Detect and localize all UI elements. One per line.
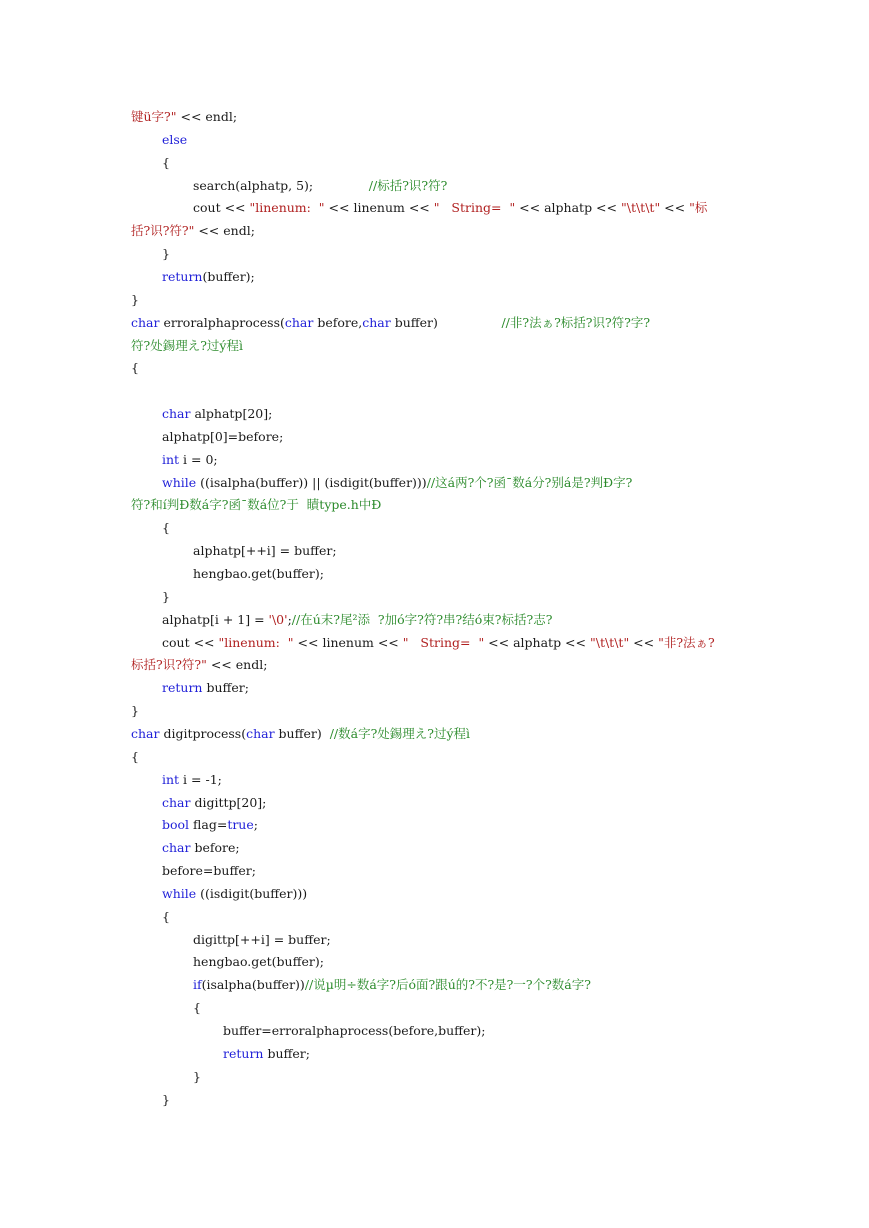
code-text: } <box>193 1068 201 1084</box>
code-text: (isalpha(buffer)) <box>201 977 305 993</box>
code-text: { <box>131 360 139 376</box>
code-keyword: int <box>162 451 180 467</box>
code-text: } <box>131 291 139 307</box>
code-text: << endl; <box>176 109 238 124</box>
code-text: } <box>162 588 170 604</box>
code-keyword: char <box>246 725 275 741</box>
code-line <box>162 589 170 605</box>
code-line <box>193 977 591 993</box>
code-keyword: return <box>162 680 203 696</box>
code-string: "\t\t\t" <box>589 634 630 650</box>
code-text: digittp[20]; <box>190 794 267 810</box>
code-text: digittp[++i] = buffer; <box>193 931 331 947</box>
code-line <box>162 635 715 651</box>
code-string: 括?识?符?" <box>131 223 195 239</box>
code-line <box>131 315 650 331</box>
code-comment: //非?法ぁ?标括?识?符?字? <box>501 314 651 330</box>
code-text: { <box>193 1000 201 1016</box>
code-line <box>162 246 170 262</box>
code-line <box>131 703 139 719</box>
code-text: { <box>162 520 170 536</box>
code-text: flag= <box>189 817 228 833</box>
code-line <box>162 132 187 148</box>
code-string: 标括?识?符?" <box>131 657 207 673</box>
code-text: search(alphatp, 5); <box>193 177 369 193</box>
code-text: alphatp[20]; <box>190 406 273 422</box>
code-line <box>162 475 632 491</box>
code-text: } <box>162 246 170 262</box>
code-line <box>162 680 249 696</box>
code-text: << <box>629 634 659 650</box>
code-comment: //这á两?个?函¯数á分?别á是?判Ð字? <box>426 474 633 490</box>
code-line <box>162 612 552 628</box>
code-text: << linenum << <box>324 200 434 216</box>
code-text: (buffer); <box>202 268 255 284</box>
code-text: ((isdigit(buffer))) <box>196 885 308 901</box>
code-line <box>193 1000 201 1016</box>
code-comment: //数á字?处錫理え?过ý程ì <box>329 725 471 741</box>
code-keyword: char <box>162 794 191 810</box>
code-string: "linenum: " <box>249 200 325 216</box>
code-line <box>193 200 707 216</box>
code-line <box>162 406 272 422</box>
code-text: hengbao.get(buffer); <box>193 954 324 970</box>
code-line <box>162 429 283 445</box>
code-text: before; <box>190 840 240 856</box>
code-keyword: return <box>162 268 203 284</box>
code-keyword: while <box>162 474 197 490</box>
code-line <box>162 863 256 879</box>
code-keyword: char <box>362 314 391 330</box>
code-text: ((isalpha(buffer)) || (isdigit(buffer))) <box>196 474 427 490</box>
code-line <box>162 795 266 811</box>
code-text: alphatp[0]=before; <box>162 428 284 444</box>
code-keyword: char <box>162 406 191 422</box>
code-text: buffer; <box>263 1045 310 1061</box>
code-keyword: char <box>284 314 314 330</box>
code-line <box>193 1069 201 1085</box>
code-line <box>162 772 222 788</box>
code-text: } <box>162 1091 170 1107</box>
code-text: << <box>660 200 690 216</box>
code-text: i = 0; <box>179 451 218 467</box>
code-text: cout << <box>162 634 219 650</box>
code-line <box>162 269 255 285</box>
code-string: "linenum: " <box>218 634 294 650</box>
code-line <box>162 520 170 536</box>
code-string: '\0' <box>268 611 288 627</box>
code-line <box>162 817 258 833</box>
code-line <box>131 360 139 376</box>
code-string: "标 <box>689 200 708 216</box>
code-text: << endl; <box>194 223 255 239</box>
code-string: " String= " <box>402 634 485 650</box>
code-text: digitprocess( <box>159 725 247 741</box>
code-text: { <box>162 154 170 170</box>
code-line <box>162 840 240 856</box>
code-text: { <box>131 748 139 764</box>
code-line <box>131 657 267 673</box>
code-keyword: bool <box>162 817 190 833</box>
code-keyword: int <box>162 771 180 787</box>
code-text: << alphatp << <box>484 634 590 650</box>
code-line <box>131 223 255 239</box>
code-keyword: while <box>162 885 197 901</box>
code-string: 键ü字?" <box>131 109 177 124</box>
code-text: << endl; <box>206 657 268 673</box>
code-line <box>162 1092 170 1108</box>
code-text: { <box>162 908 170 924</box>
code-line <box>193 178 447 194</box>
code-keyword: char <box>131 725 160 741</box>
code-line <box>193 932 331 948</box>
code-text: buffer; <box>202 680 249 696</box>
code-text: ; <box>287 611 292 627</box>
code-keyword: if <box>193 977 202 993</box>
code-string: "非?法ぁ? <box>658 634 715 650</box>
code-text: erroralphaprocess( <box>159 314 285 330</box>
code-text: alphatp[++i] = buffer; <box>193 543 337 559</box>
code-line <box>193 566 324 582</box>
code-text: before, <box>313 314 363 330</box>
code-line <box>223 1046 310 1062</box>
code-text: i = -1; <box>179 771 222 787</box>
code-text: << alphatp << <box>515 200 621 216</box>
code-comment: //在ú末?尾²添 ?加ó字?符?串?结ó束?标括?志? <box>291 611 553 627</box>
code-line <box>193 543 337 559</box>
code-line <box>223 1023 485 1039</box>
code-line <box>131 292 139 308</box>
code-text: buffer=erroralphaprocess(before,buffer); <box>223 1023 486 1038</box>
code-keyword: char <box>162 840 191 856</box>
code-line <box>162 909 170 925</box>
code-keyword: char <box>131 314 160 330</box>
code-line <box>131 497 381 513</box>
code-text: buffer) <box>274 725 330 741</box>
code-text: } <box>131 703 139 719</box>
code-text: cout << <box>193 200 250 216</box>
code-text: alphatp[i + 1] = <box>162 611 269 627</box>
code-line <box>131 749 139 765</box>
code-string: " String= " <box>433 200 516 216</box>
code-keyword: true <box>227 817 254 833</box>
code-text: buffer) <box>390 314 502 330</box>
code-text: hengbao.get(buffer); <box>193 566 324 581</box>
code-text: << linenum << <box>293 634 403 650</box>
code-line <box>131 109 237 125</box>
code-line <box>162 886 307 902</box>
code-line <box>193 954 324 970</box>
code-line <box>162 452 218 468</box>
code-comment: //标括?识?符? <box>368 177 448 193</box>
code-comment: 符?和í判Ð数á字?函¯数á位?于 瞔type.h中Ð <box>131 497 382 513</box>
code-string: "\t\t\t" <box>620 200 661 216</box>
code-text: ; <box>253 817 258 833</box>
code-line <box>162 155 170 171</box>
code-text: before=buffer; <box>162 863 256 879</box>
code-line <box>131 338 243 354</box>
code-line <box>131 726 470 742</box>
code-comment: 符?处錫理え?过ý程ì <box>131 337 243 353</box>
code-keyword: else <box>162 131 188 147</box>
code-comment: //说µ明÷数á字?后ó面?跟ú的?不?是?一?个?数á字? <box>304 977 591 993</box>
code-keyword: return <box>223 1045 264 1061</box>
